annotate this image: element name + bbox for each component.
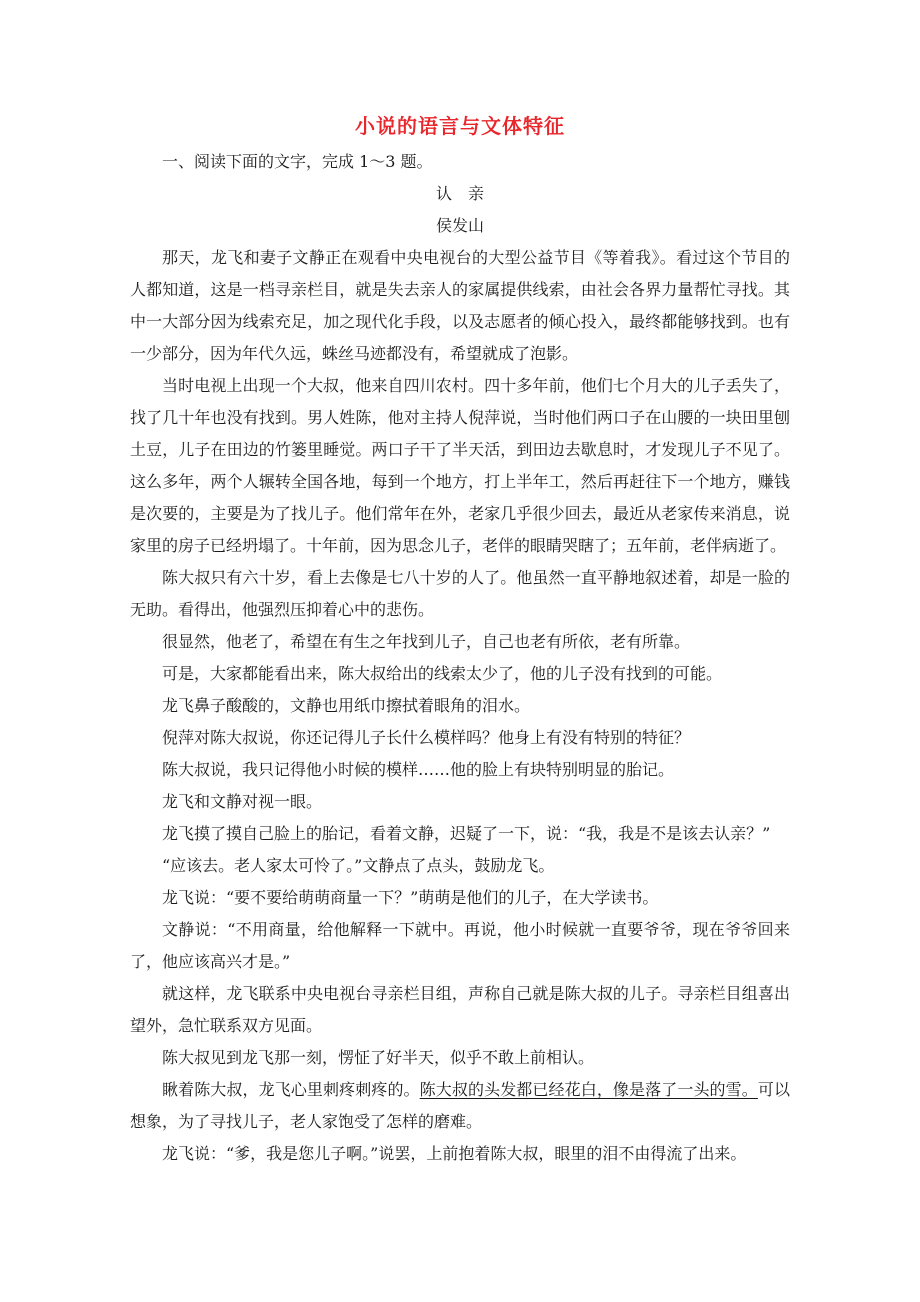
- underlined-sentence: 陈大叔的头发都已经花白，像是落了一头的雪。: [419, 1080, 758, 1099]
- story-title: 认 亲: [435, 184, 484, 203]
- story-paragraph: 龙飞和文静对视一眼。: [162, 792, 323, 811]
- story-paragraph: “应该去。老人家太可怜了。”文静点了点头，鼓励龙飞。: [162, 856, 555, 875]
- story-paragraph: 文静说：“不用商量，给他解释一下就中。再说，他小时候就一直要爷爷，现在爷爷回来了，他应该高兴才是。”: [130, 920, 790, 971]
- story-paragraph: 可是，大家都能看出来，陈大叔给出的线索太少了，他的儿子没有找到的可能。: [162, 664, 723, 683]
- story-paragraph: 陈大叔说，我只记得他小时候的模样……他的脸上有块特别明显的胎记。: [162, 760, 675, 779]
- story-paragraph: 当时电视上出现一个大叔，他来自四川农村。四十多年前，他们七个月大的儿子丢失了，找了几十年也没有找到。男人姓陈，他对主持人倪萍说，当时他们两口子在山腰的一块田里刨土豆，儿子在田边的竹篓里睡觉。两口子干了半天活，到田边去歇息时，才发现儿子不见了。这么多年，两个人辗转全国各地，每到一个地方，打上半年工，然后再赶往下一个地方，赚钱是次要的，主要是为了找儿子。他们常年在外，老家几乎很少回去，最近从老家传来消息，说家里的房子已经坍塌了。十年前，因为思念儿子，老伴的眼睛哭瞎了；五年前，老伴病逝了。: [130, 376, 790, 555]
- story-paragraph: 倪萍对陈大叔说，你还记得儿子长什么模样吗？他身上有没有特别的特征？: [162, 728, 691, 747]
- story-paragraph: 龙飞摸了摸自己脸上的胎记，看着文静，迟疑了一下，说：“我，我是不是该去认亲？”: [162, 824, 771, 843]
- sentence-after: 可以想象，为了寻找儿子，老人家饱受了怎样的磨难。: [130, 1080, 790, 1131]
- story-author: 侯发山: [435, 216, 484, 235]
- story-paragraph: 陈大叔见到龙飞那一刻，愣怔了好半天，似乎不敢上前相认。: [162, 1048, 595, 1067]
- document-body: [130, 108, 790, 1170]
- story-paragraph: 很显然，他老了，希望在有生之年找到儿子，自己也老有所依，老有所靠。: [162, 632, 691, 651]
- story-paragraph-with-underline: [130, 1074, 790, 1138]
- story-paragraph: 龙飞说：“要不要给萌萌商量一下？”萌萌是他们的儿子，在大学读书。: [162, 888, 659, 907]
- story-paragraph: 龙飞鼻子酸酸的，文静也用纸巾擦拭着眼角的泪水。: [162, 696, 531, 715]
- exercise-instruction: 一、阅读下面的文字，完成 1～3 题。: [162, 152, 433, 171]
- story-paragraph: 陈大叔只有六十岁，看上去像是七八十岁的人了。他虽然一直平静地叙述着，却是一脸的无助。看得出，他强烈压抑着心中的悲伤。: [130, 568, 790, 619]
- document-title: 小说的语言与文体特征: [355, 114, 565, 138]
- story-paragraph: 龙飞说：“爹，我是您儿子啊。”说罢，上前抱着陈大叔，眼里的泪不由得流了出来。: [162, 1144, 747, 1163]
- story-paragraph: 那天，龙飞和妻子文静正在观看中央电视台的大型公益节目《等着我》。看过这个节目的人都知道，这是一档寻亲栏目，就是失去亲人的家属提供线索，由社会各界力量帮忙寻找。其中一大部分因为线索充足，加之现代化手段，以及志愿者的倾心投入，最终都能够找到。也有一少部分，因为年代久远，蛛丝马迹都没有，希望就成了泡影。: [130, 248, 790, 363]
- story-paragraph: 就这样，龙飞联系中央电视台寻亲栏目组，声称自己就是陈大叔的儿子。寻亲栏目组喜出望外，急忙联系双方见面。: [130, 984, 790, 1035]
- sentence-before: 瞅着陈大叔，龙飞心里刺疼刺疼的。: [162, 1080, 420, 1099]
